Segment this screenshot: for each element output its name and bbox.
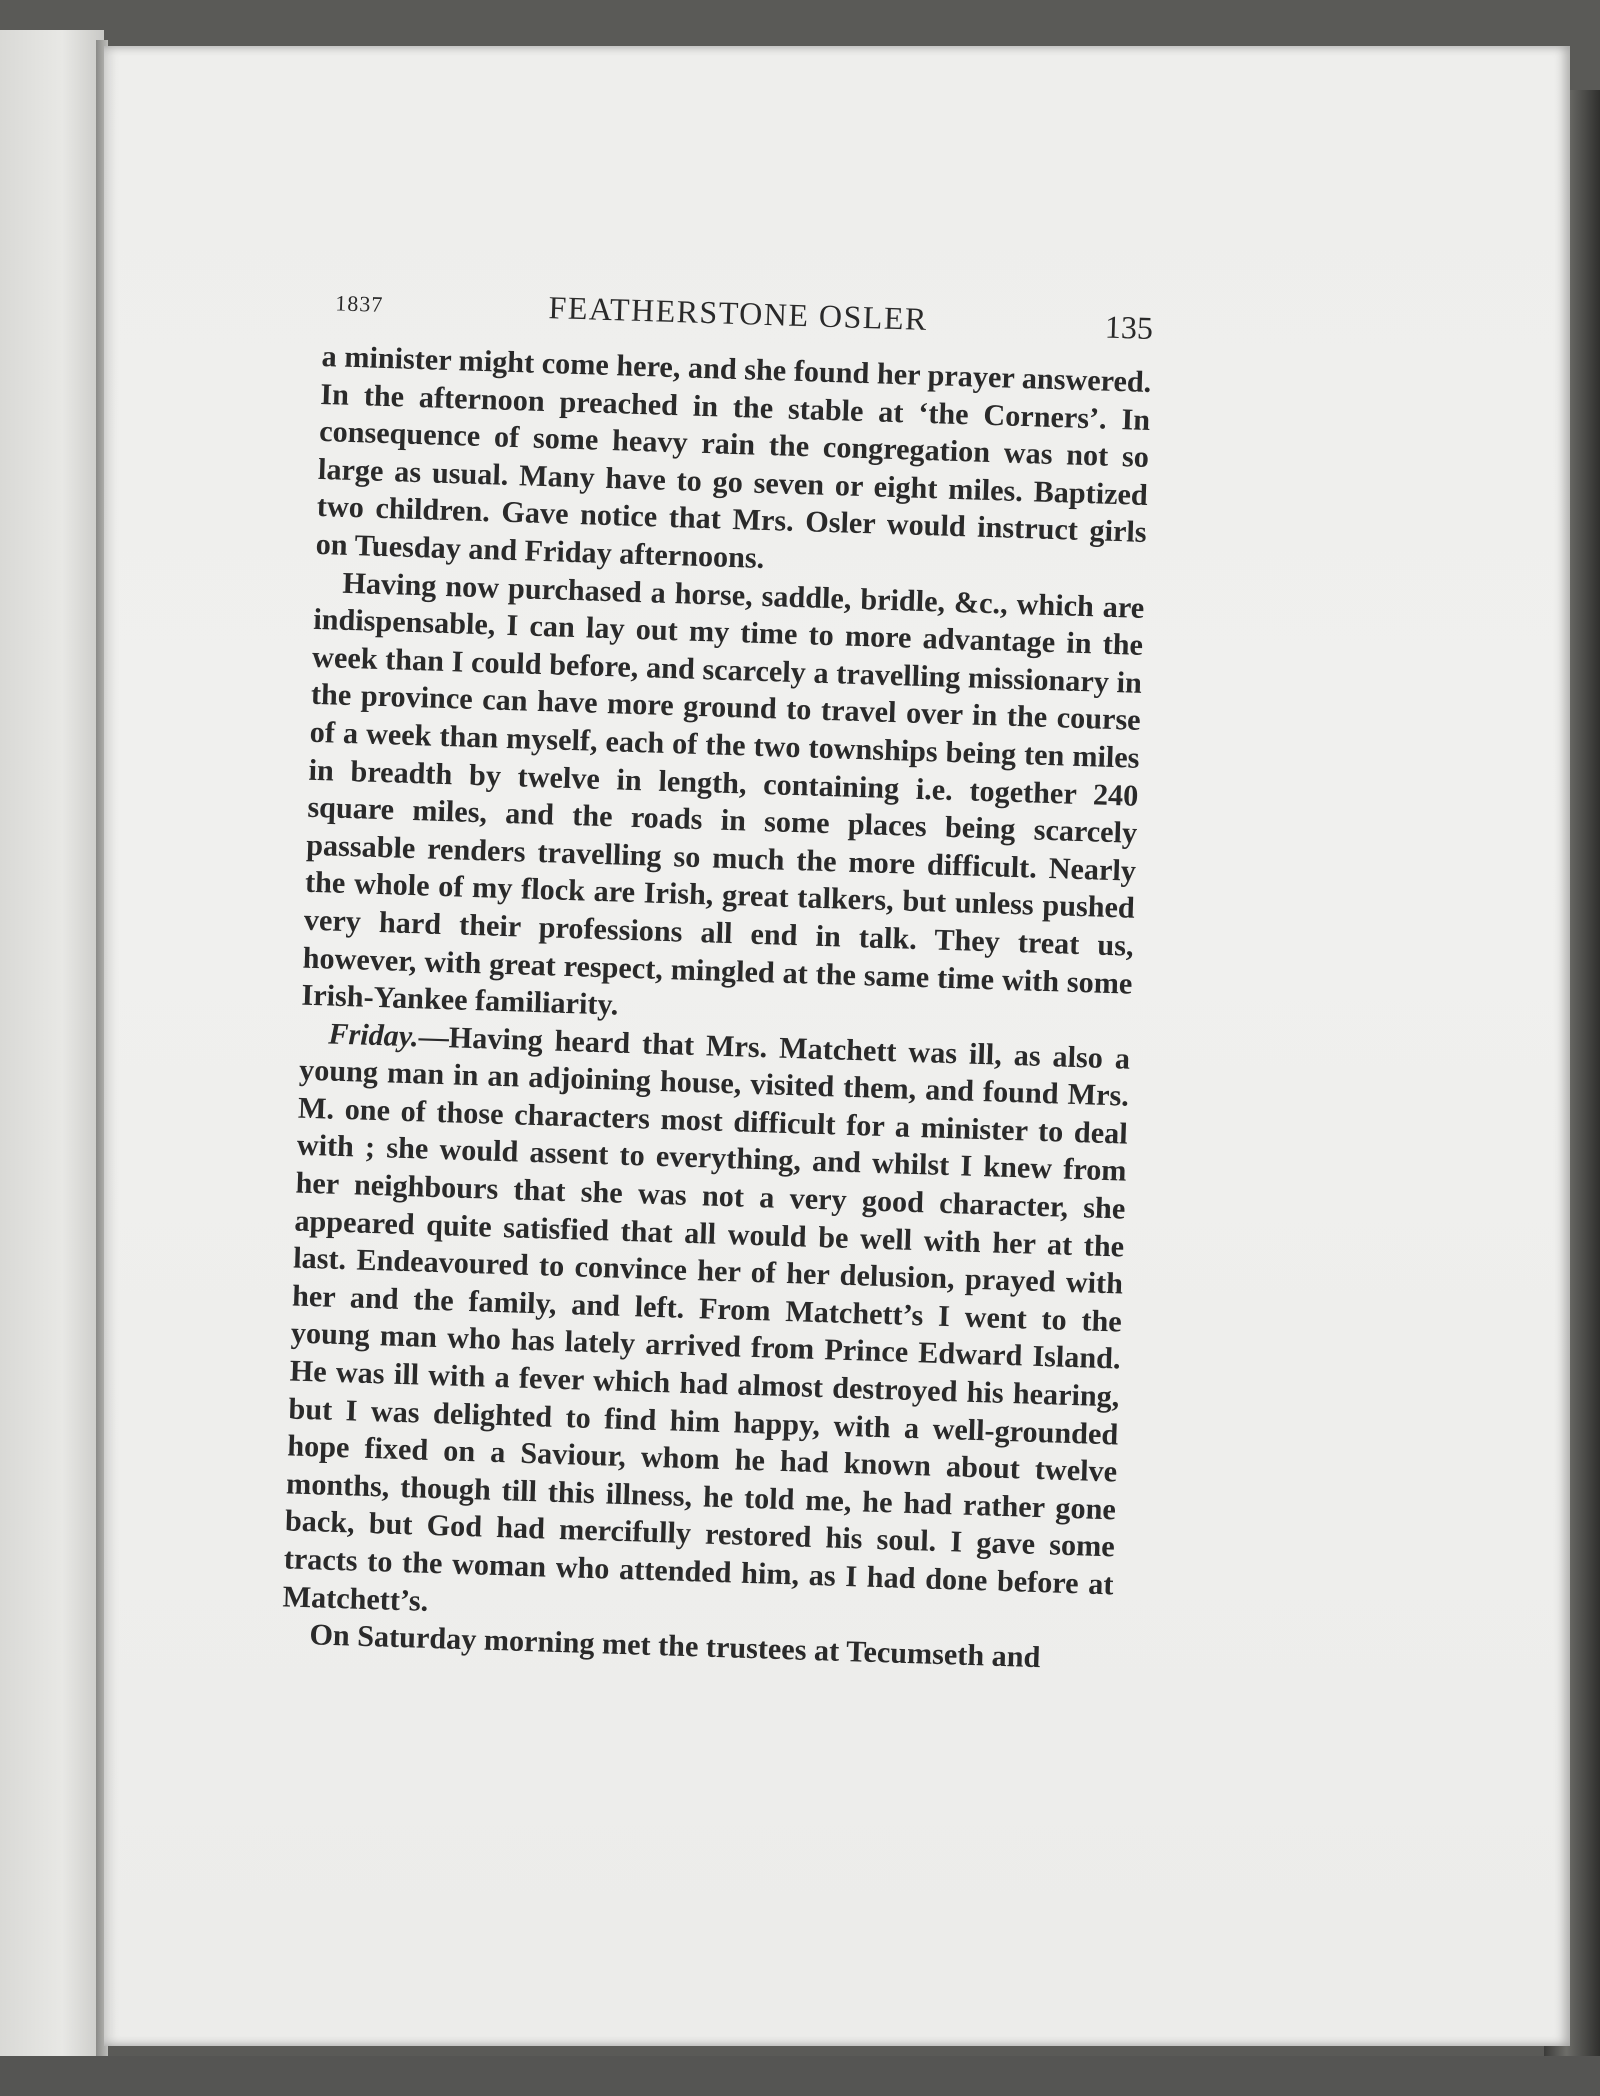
paragraph <box>301 563 1145 1040</box>
paragraph <box>282 1014 1130 1641</box>
page-text-block <box>281 282 1154 1679</box>
paragraph-text: a minister might come here, and she found her prayer answered. In the afternoon preached in the stable at ‘the Corners’. In consequence of some heavy rain the congregation was not so large as usual. Many have to go seven or eight miles. Baptized two children. Gave notice that Mrs. Osler would instruct girls on Tuesday and Friday afternoons. <box>315 338 1152 575</box>
paragraph-text: Having now purchased a horse, saddle, bridle, &c., which are indispensable, I can lay out my time to more advantage in the week than I could before, and scarcely a travelling missionary in the province can have more ground to travel over in the course of a week than myself, each of the two townships being ten miles in breadth by twelve in length, containing i.e. together 240 square miles, and the roads in some places being scarcely passable renders travelling so much the more difficult. Nearly the whole of my flock are Irish, great talkers, but unless pushed very hard their professions all end in talk. They treat us, however, with great respect, mingled at the same time with some Irish-Yankee familiarity. <box>301 565 1145 1022</box>
running-head-year: 1837 <box>334 290 384 317</box>
paragraph <box>315 338 1152 590</box>
running-head-title: FEATHERSTONE OSLER <box>548 289 929 337</box>
paragraph-lead: Friday. <box>327 1016 420 1054</box>
scan-bottom-band <box>0 2056 1600 2096</box>
paragraph-text: On Saturday morning met the trustees at Tecumseth and <box>308 1617 1041 1675</box>
body-text <box>281 338 1152 1679</box>
page-number: 135 <box>1104 308 1154 347</box>
facing-page-edge <box>0 30 104 2070</box>
paragraph-text: —Having heard that Mrs. Matchett was ill, as also a young man in an adjoining house, visited them, and found Mrs. M. one of those characters most difficult for a minister to deal with ; she would assent to everything, and whilst I knew from her neighbours that she was not a very good character, she appeared quite satisfied that all would be well with her at the last. Endeavoured to convince her of her delusion, prayed with her and the family, and left. From Matchett’s I went to the young man who has lately arrived from Prince Edward Island. He was ill with a fever which had almost destroyed his hearing, but I was delighted to find him happy, with a well-grounded hope fixed on a Saviour, whom he had known about twelve months, though till this illness, he told me, he had rather gone back, but God had mercifully restored his soul. I gave some tracts to the woman who attended him, as I had done before at Matchett’s. <box>282 1019 1131 1618</box>
